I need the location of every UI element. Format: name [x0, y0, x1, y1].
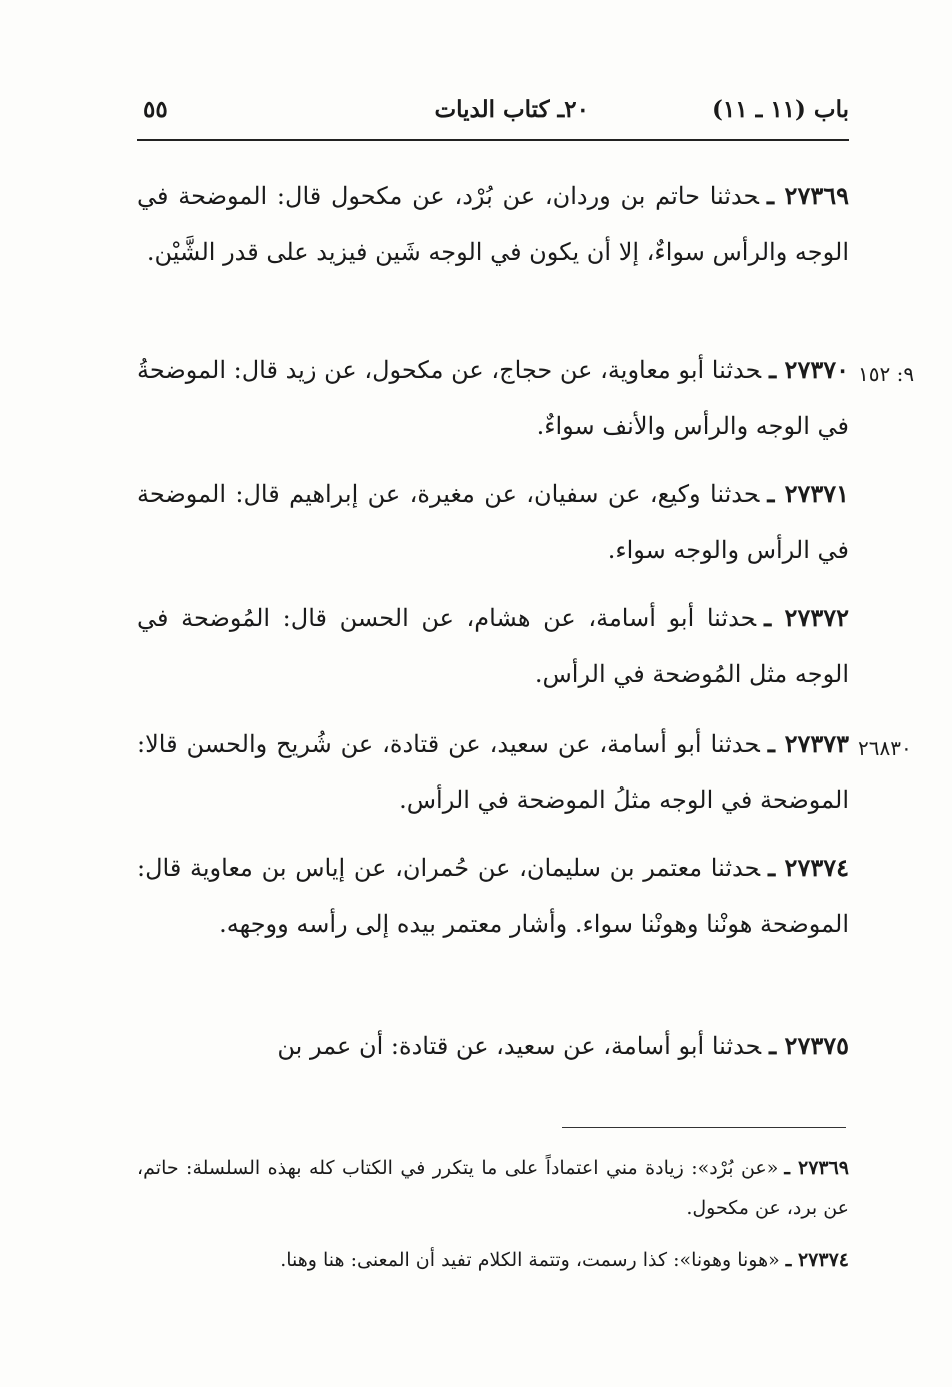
- hadith-text: حدثنا أبو أسامة، عن سعيد، عن قتادة، عن شُريح والحسن قالا: الموضحة في الوجه مثلُ الموضحة في الرأس.: [137, 730, 849, 814]
- chapter-heading: باب (١١ ـ ١١): [711, 96, 849, 123]
- hadith-text: حدثنا حاتم بن وردان، عن بُرْد، عن مكحول قال: الموضحة في الوجه والرأس سواءٌ، إلا أن يكون في الوجه شَين فيزيد على قدر الشَّيْن.: [137, 182, 849, 266]
- hadith-text: حدثنا معتمر بن سليمان، عن حُمران، عن إياس بن معاوية قال: الموضحة هونْنا وهونْنا سواء. وأشار معتمر بيده إلى رأسه ووجهه.: [137, 854, 849, 938]
- footnote-rule: [562, 1127, 846, 1128]
- page-number: ٥٥: [143, 96, 168, 123]
- hadith-entry: [137, 840, 849, 952]
- footnote-text: «هونا وهونا»: كذا رسمت، وتتمة الكلام تفيد أن المعنى: هنا وهنا.: [280, 1249, 780, 1271]
- header-rule: [137, 139, 849, 141]
- hadith-number: ٢٧٣٦٩ ـ: [767, 181, 849, 210]
- hadith-text: حدثنا أبو أسامة، عن سعيد، عن قتادة: أن عمر بن: [277, 1032, 762, 1060]
- running-header: [137, 92, 849, 134]
- footnote-number: ٢٧٣٧٤ ـ: [785, 1249, 849, 1271]
- hadith-entry: [137, 716, 849, 828]
- footnote-text: «عن بُرْد»: زيادة مني اعتماداً على ما يتكرر في الكتاب كله بهذه السلسلة: حاتم، عن برد، عن مكحول.: [137, 1157, 849, 1219]
- book-title: ٢٠ـ كتاب الديات: [434, 96, 589, 123]
- hadith-entry: [137, 590, 849, 702]
- hadith-text: حدثنا أبو أسامة، عن هشام، عن الحسن قال: المُوضحة في الوجه مثل المُوضحة في الرأس.: [137, 604, 849, 688]
- hadith-number: ٢٧٣٧٠ ـ: [769, 355, 849, 384]
- hadith-text: حدثنا أبو معاوية، عن حجاج، عن مكحول، عن زيد قال: الموضحةُ في الوجه والرأس والأنف سواءٌ.: [137, 356, 849, 440]
- footnote-number: ٢٧٣٦٩ ـ: [784, 1157, 850, 1179]
- hadith-entry: [137, 342, 849, 454]
- hadith-entry: [137, 168, 849, 280]
- hadith-number: ٢٧٣٧٥ ـ: [769, 1031, 849, 1060]
- hadith-entry: [137, 466, 849, 578]
- hadith-number: ٢٧٣٧١ ـ: [767, 479, 850, 508]
- footnote: [137, 1240, 849, 1280]
- margin-reference: ٢٦٨٣٠: [858, 736, 912, 760]
- hadith-number: ٢٧٣٧٢ ـ: [764, 603, 849, 632]
- footnote: [137, 1148, 849, 1228]
- hadith-number: ٢٧٣٧٤ ـ: [768, 853, 849, 882]
- hadith-entry: [137, 1018, 849, 1074]
- hadith-number: ٢٧٣٧٣ ـ: [767, 729, 850, 758]
- hadith-text: حدثنا وكيع، عن سفيان، عن مغيرة، عن إبراهيم قال: الموضحة في الرأس والوجه سواء.: [137, 480, 849, 564]
- margin-reference: ٩: ١٥٢: [858, 362, 915, 386]
